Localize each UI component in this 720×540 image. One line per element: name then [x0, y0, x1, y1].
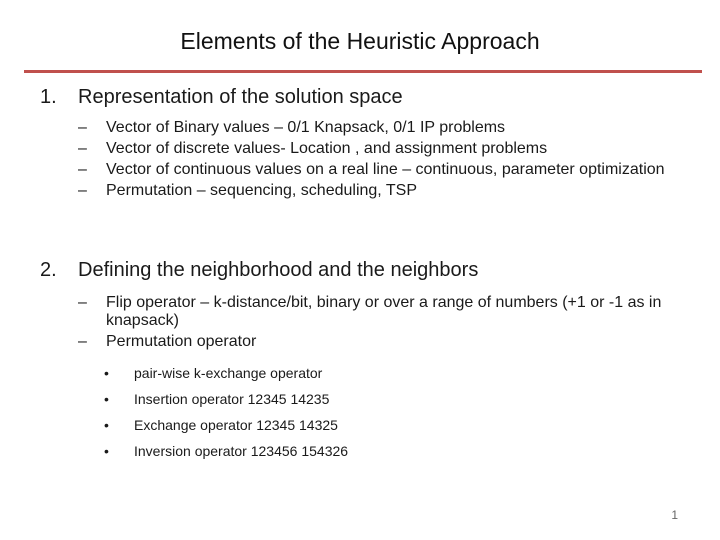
dash-bullet: –: [78, 119, 87, 136]
section-2-list: [78, 294, 690, 351]
list-item: – Vector of discrete values- Location , and assignment problems: [78, 140, 548, 157]
section-1-list: [78, 119, 688, 200]
slide-title: Elements of the Heuristic Approach: [180, 28, 540, 54]
dash-bullet: –: [78, 161, 87, 178]
section-2-heading: [40, 259, 690, 282]
dash-bullet: –: [78, 140, 87, 157]
list-item: – Vector of continuous values on a real line – continuous, parameter optimization: [78, 161, 665, 178]
round-bullet: •: [104, 365, 109, 381]
section-neighborhood: [40, 259, 690, 469]
section-1-title: Representation of the solution space: [78, 86, 403, 108]
page-number: 1: [671, 508, 678, 522]
section-1-heading: [40, 86, 680, 109]
section-2-title: Defining the neighborhood and the neighbors: [78, 259, 479, 281]
section-representation: [40, 86, 680, 203]
list-item: • pair-wise k-exchange operator: [104, 365, 323, 381]
list-item: – Flip operator – k-distance/bit, binary or over a range of numbers (+1 or -1 as in knapsack): [78, 294, 662, 329]
list-item: – Permutation – sequencing, scheduling, TSP: [78, 182, 418, 199]
section-1-number: 1.: [40, 86, 57, 108]
dash-bullet: –: [78, 333, 87, 350]
list-item: • Inversion operator 123456 154326: [104, 443, 349, 459]
list-item: – Permutation operator: [78, 333, 257, 350]
list-item: – Vector of Binary values – 0/1 Knapsack, 0/1 IP problems: [78, 119, 506, 136]
title-divider: [24, 70, 702, 73]
dash-bullet: –: [78, 294, 87, 311]
round-bullet: •: [104, 443, 109, 459]
list-item: • Exchange operator 12345 14325: [104, 417, 338, 433]
round-bullet: •: [104, 391, 109, 407]
list-item: • Insertion operator 12345 14235: [104, 391, 330, 407]
permutation-operator-list: [40, 365, 690, 460]
round-bullet: •: [104, 417, 109, 433]
section-2-number: 2.: [40, 259, 57, 281]
dash-bullet: –: [78, 182, 87, 199]
